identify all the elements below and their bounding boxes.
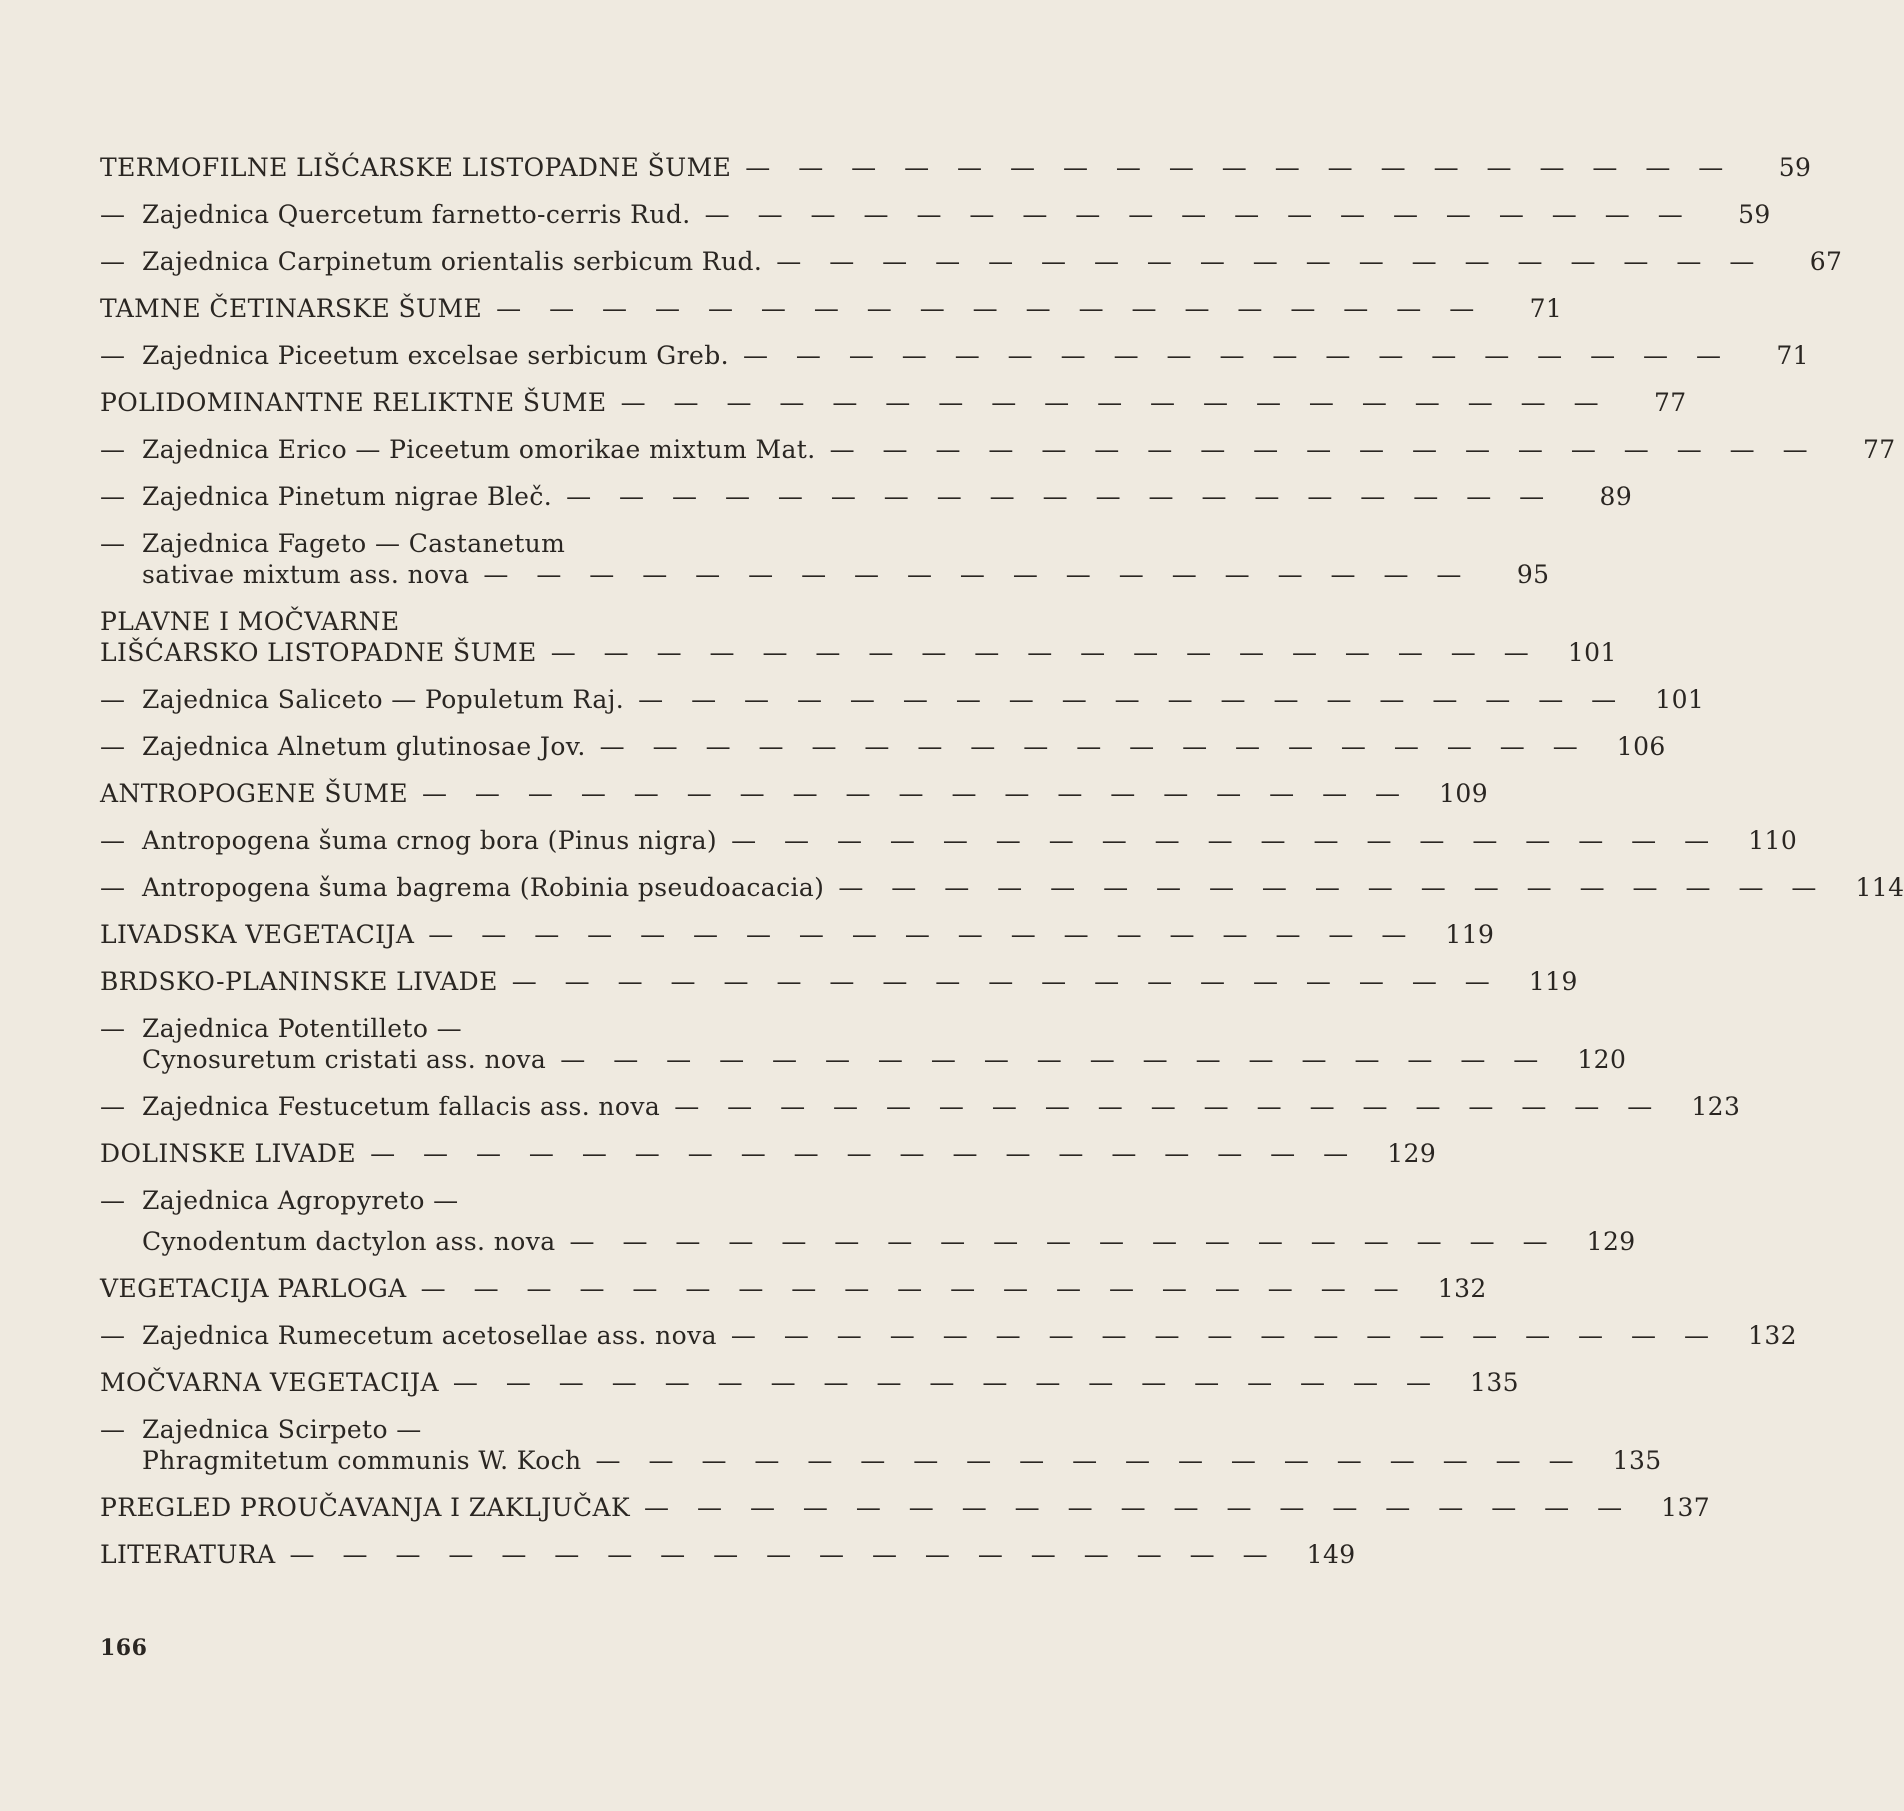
toc-entry[interactable] (100, 966, 1578, 1013)
entry-page-number: 109 (1439, 779, 1489, 808)
entry-page-number: 67 (1809, 247, 1843, 276)
entry-title-line1: Zajednica Potentilleto — (142, 1014, 463, 1043)
entry-title: TAMNE ČETINARSKE ŠUME (100, 294, 483, 323)
toc-entry[interactable] (100, 1492, 1711, 1539)
entry-page-number: 132 (1437, 1274, 1487, 1303)
dash-leader: — — — — — — — — — — — — — — — — — — — (599, 732, 1588, 761)
entry-title: LIŠĆARSKO LISTOPADNE ŠUME (100, 638, 537, 667)
entry-dash: — (100, 247, 126, 276)
toc-entry[interactable] (100, 387, 1687, 434)
entry-page-number: 101 (1655, 685, 1705, 714)
entry-title: Phragmitetum communis W. Koch (142, 1446, 582, 1475)
entry-title: Zajednica Alnetum glutinosae Jov. (142, 732, 586, 761)
entry-title: Zajednica Saliceto — Populetum Raj. (142, 685, 625, 714)
entry-page-number: 119 (1445, 920, 1495, 949)
entry-page-number: 132 (1748, 1321, 1797, 1350)
entry-page-number: 71 (1776, 341, 1809, 370)
entry-title: Zajednica Pinetum nigrae Bleč. (142, 482, 553, 511)
dash-leader: — — — — — — — — — — — — — — — — — — — (776, 247, 1765, 276)
entry-title: DOLINSKE LIVADE (100, 1139, 357, 1168)
toc-entry[interactable] (100, 246, 1843, 293)
dash-leader: — — — — — — — — — — — — — — — — — — — (421, 779, 1411, 808)
dash-leader: — — — — — — — — — — — — — — — — — — — (550, 638, 1539, 667)
toc-entry[interactable] (100, 731, 1666, 778)
entry-title: Zajednica Erico — Piceetum omorikae mixtum Mat. (142, 435, 816, 464)
entry-page-number: 59 (1738, 200, 1771, 229)
entry-dash: — (100, 1321, 126, 1350)
entry-title: TERMOFILNE LIŠĆARSKE LISTOPADNE ŠUME (100, 153, 732, 182)
toc-entry[interactable] (100, 1273, 1487, 1320)
toc-entry[interactable] (100, 778, 1489, 825)
entry-title: Cynodentum dactylon ass. nova (142, 1227, 556, 1256)
dash-leader: — — — — — — — — — — — — — — — — — — — (370, 1139, 1359, 1168)
dash-leader: — — — — — — — — — — — — — — — — — — — (483, 560, 1472, 589)
entry-page-number: 135 (1612, 1446, 1662, 1475)
entry-page-number: 77 (1654, 388, 1687, 417)
toc-entry[interactable] (100, 1091, 1741, 1138)
dash-leader: — — — — — — — — — — — — — — — — — — — (829, 435, 1818, 464)
toc-entry[interactable] (100, 872, 1904, 919)
dash-leader: — — — — — — — — — — — — — — — — — — — (420, 1274, 1409, 1303)
entry-page-number: 106 (1616, 732, 1666, 761)
entry-title-line1: PLAVNE I MOČVARNE (100, 607, 400, 636)
dash-leader: — — — — — — — — — — — — — — — — — — — (620, 388, 1609, 417)
dash-leader: — — — — — — — — — — — — — — — — — — — (595, 1446, 1584, 1475)
dash-leader: — — — — — — — — — — — — — — — — — — — (452, 1368, 1441, 1397)
dash-leader: — — — — — — — — — — — — — — — — — — — (566, 482, 1555, 511)
dash-leader: — — — — — — — — — — — — — — — — — — — (674, 1092, 1663, 1121)
dash-leader: — — — — — — — — — — — — — — — — — — — (704, 200, 1693, 229)
entry-page-number: 95 (1516, 560, 1550, 589)
toc-entry[interactable] (100, 528, 1550, 606)
dash-leader: — — — — — — — — — — — — — — — — — — — (496, 294, 1485, 323)
toc-entry[interactable] (100, 919, 1495, 966)
entry-dash: — (100, 1014, 126, 1043)
entry-title: Zajednica Festucetum fallacis ass. nova (142, 1092, 661, 1121)
toc-entry[interactable] (100, 1138, 1437, 1185)
entry-page-number: 120 (1577, 1045, 1627, 1074)
entry-title: sativae mixtum ass. nova (142, 560, 470, 589)
entry-title-line1: Zajednica Agropyreto — (142, 1186, 459, 1215)
dash-leader: — — — — — — — — — — — — — — — — — — — (560, 1045, 1549, 1074)
entry-dash: — (100, 1092, 126, 1121)
entry-page-number: 129 (1586, 1227, 1636, 1256)
entry-title: LITERATURA (100, 1540, 276, 1569)
dash-leader: — — — — — — — — — — — — — — — — — — — (745, 153, 1734, 182)
entry-page-number: 135 (1470, 1368, 1519, 1397)
entry-page-number: 101 (1567, 638, 1617, 667)
entry-dash: — (100, 1186, 126, 1215)
entry-title: ANTROPOGENE ŠUME (100, 779, 408, 808)
entry-dash: — (100, 732, 126, 761)
dash-leader: — — — — — — — — — — — — — — — — — — — (638, 685, 1627, 714)
entry-title: Antropogena šuma bagrema (Robinia pseudoacacia) (142, 873, 825, 902)
entry-title: POLIDOMINANTNE RELIKTNE ŠUME (100, 388, 607, 417)
entry-title-line1: Zajednica Scirpeto — (142, 1415, 422, 1444)
entry-title: Antropogena šuma crnog bora (Pinus nigra) (142, 826, 718, 855)
entry-title: BRDSKO-PLANINSKE LIVADE (100, 967, 498, 996)
entry-dash: — (100, 529, 126, 558)
entry-dash: — (100, 826, 126, 855)
dash-leader: — — — — — — — — — — — — — — — — — — — (289, 1540, 1278, 1569)
toc-entry[interactable] (100, 1013, 1627, 1091)
page-number: 166 (100, 1635, 148, 1661)
toc-entry[interactable] (100, 1185, 1636, 1273)
entry-title: Zajednica Quercetum farnetto-cerris Rud. (142, 200, 691, 229)
table-of-contents (100, 152, 1904, 1586)
entry-page-number: 59 (1778, 153, 1812, 182)
entry-page-number: 77 (1863, 435, 1896, 464)
dash-leader: — — — — — — — — — — — — — — — — — — — (742, 341, 1731, 370)
entry-page-number: 110 (1748, 826, 1798, 855)
entry-page-number: 123 (1691, 1092, 1741, 1121)
toc-entry[interactable] (100, 434, 1896, 481)
entry-page-number: 137 (1661, 1493, 1711, 1522)
entry-title: PREGLED PROUČAVANJA I ZAKLJUČAK (100, 1493, 631, 1522)
entry-title: LIVADSKA VEGETACIJA (100, 920, 415, 949)
dash-leader: — — — — — — — — — — — — — — — — — — — (731, 826, 1720, 855)
dash-leader: — — — — — — — — — — — — — — — — — — — (569, 1227, 1558, 1256)
toc-entry[interactable] (100, 1414, 1662, 1492)
dash-leader: — — — — — — — — — — — — — — — — — — — (511, 967, 1500, 996)
entry-title: Cynosuretum cristati ass. nova (142, 1045, 547, 1074)
entry-dash: — (100, 482, 126, 511)
entry-page-number: 114 (1855, 873, 1904, 902)
entry-dash: — (100, 341, 126, 370)
toc-entry[interactable] (100, 199, 1771, 246)
dash-leader: — — — — — — — — — — — — — — — — — — — (730, 1321, 1719, 1350)
entry-page-number: 89 (1599, 482, 1633, 511)
dash-leader: — — — — — — — — — — — — — — — — — — — (428, 920, 1417, 949)
entry-dash: — (100, 1415, 126, 1444)
toc-entry[interactable] (100, 152, 1812, 199)
entry-dash: — (100, 200, 126, 229)
entry-dash: — (100, 873, 126, 902)
toc-entry[interactable] (100, 825, 1798, 872)
entry-title: Zajednica Rumecetum acetosellae ass. nova (142, 1321, 717, 1350)
dash-leader: — — — — — — — — — — — — — — — — — — — (838, 873, 1827, 902)
entry-page-number: 129 (1387, 1139, 1437, 1168)
entry-title: Zajednica Carpinetum orientalis serbicum Rud. (142, 247, 763, 276)
entry-page-number: 71 (1529, 294, 1563, 323)
entry-dash: — (100, 685, 126, 714)
toc-entry[interactable] (100, 293, 1563, 340)
entry-title-line1: Zajednica Fageto — Castanetum (142, 529, 566, 558)
toc-entry[interactable] (100, 481, 1633, 528)
entry-title: VEGETACIJA PARLOGA (100, 1274, 407, 1303)
dash-leader: — — — — — — — — — — — — — — — — — — — (644, 1493, 1633, 1522)
entry-title: Zajednica Piceetum excelsae serbicum Greb. (142, 341, 729, 370)
entry-page-number: 149 (1306, 1540, 1356, 1569)
toc-entry[interactable] (100, 606, 1617, 684)
toc-entry[interactable] (100, 1320, 1797, 1367)
entry-title: MOČVARNA VEGETACIJA (100, 1368, 439, 1397)
entry-page-number: 119 (1528, 967, 1578, 996)
toc-entry[interactable] (100, 340, 1809, 387)
entry-dash: — (100, 435, 126, 464)
toc-entry[interactable] (100, 684, 1705, 731)
toc-entry[interactable] (100, 1367, 1519, 1414)
toc-entry[interactable] (100, 1539, 1356, 1586)
